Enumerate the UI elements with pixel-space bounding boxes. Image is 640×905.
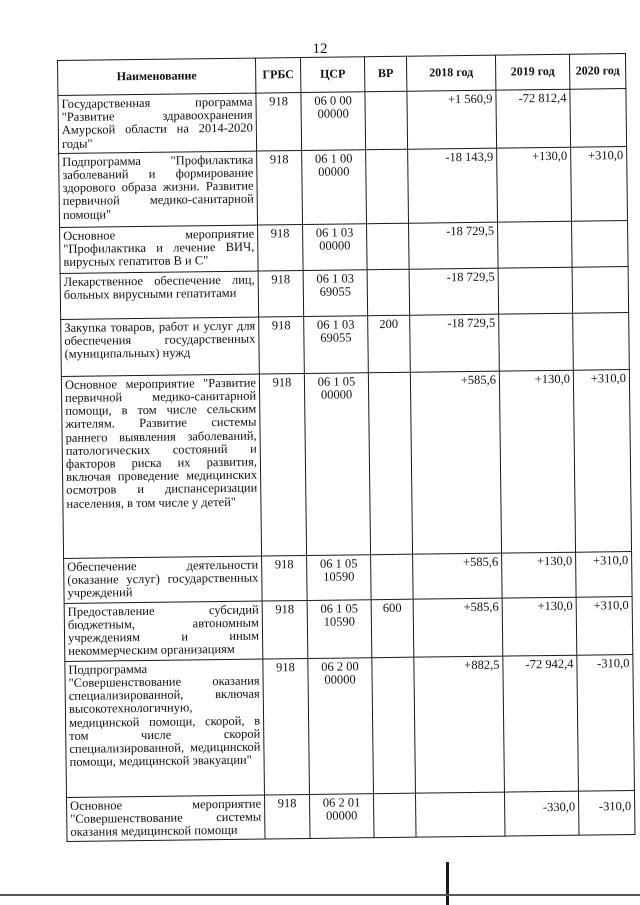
row-2019: -330,0	[504, 791, 579, 837]
row-2018: +585,6	[413, 553, 503, 599]
row-grbs: 918	[262, 555, 308, 601]
row-vr	[367, 269, 410, 316]
row-2018: +1 560,9	[407, 90, 497, 149]
table-row	[59, 146, 628, 227]
row-2020: +310,0	[576, 551, 633, 597]
row-csr: 06 1 03 69055	[304, 316, 369, 374]
row-2020: +310,0	[571, 146, 628, 221]
row-2018: -18 729,5	[410, 314, 500, 372]
budget-table	[57, 53, 636, 842]
row-grbs: 918	[258, 270, 304, 317]
row-name: Подпрограмма "Профилактика заболеваний и формирование здорового образа жизни. Развитие первичной медико-санитарной помощи"	[59, 151, 258, 227]
row-2018: +585,6	[413, 598, 503, 657]
row-vr	[368, 372, 412, 554]
header-csr: ЦСР	[300, 57, 364, 93]
scan-mark	[446, 862, 449, 905]
row-grbs: 918	[262, 600, 308, 659]
table-row	[60, 220, 629, 273]
page-number: 12	[312, 41, 328, 57]
row-name: Предоставление субсидий бюджетным, автономным учреждениям и иным некоммерческим организациям	[64, 601, 263, 661]
header-2020: 2020 год	[569, 54, 625, 90]
header-grbs: ГРБС	[255, 58, 300, 94]
row-2018: -18 729,5	[409, 222, 499, 269]
row-2019	[498, 221, 573, 268]
row-name: Государственная программа "Развитие здравоохранения Амурской области на 2014-2020 годы"	[58, 93, 257, 153]
row-vr	[373, 793, 416, 838]
row-2020: -310,0	[577, 654, 635, 791]
row-name: Обеспечение деятельности (оказание услуг) государственных учреждений	[64, 556, 263, 603]
header-2018: 2018 год	[406, 55, 495, 91]
row-2020	[573, 312, 630, 370]
row-csr: 06 1 05 10590	[307, 555, 372, 601]
header-vr: ВР	[364, 56, 406, 92]
row-2019: +130,0	[497, 147, 572, 222]
row-vr: 600	[371, 599, 414, 658]
row-2019: -72 812,4	[496, 89, 571, 148]
row-vr: 200	[368, 315, 411, 373]
table-row	[61, 312, 630, 376]
row-2018: -18 729,5	[409, 268, 499, 315]
table-row	[64, 551, 633, 603]
table-row	[65, 654, 635, 797]
row-csr: 06 0 00 00000	[301, 92, 366, 151]
row-name: Основное мероприятие "Профилактика и лечение ВИЧ, вирусных гепатитов В и С"	[60, 225, 259, 273]
row-name: Закупка товаров, работ и услуг для обеспечения государственных (муниципальных) нужд	[61, 317, 260, 376]
table-row	[58, 89, 627, 154]
row-name: Лекарственное обеспечение лиц, больных вирусными гепатитами	[60, 271, 259, 319]
row-2020	[570, 89, 627, 147]
row-2019: -72 942,4	[503, 655, 579, 792]
row-grbs: 918	[256, 93, 302, 151]
row-grbs: 918	[259, 373, 306, 556]
scan-edge-line	[0, 894, 640, 896]
row-2019	[499, 313, 574, 371]
row-2020: -310,0	[578, 790, 635, 835]
row-vr	[372, 657, 416, 794]
row-2019: +130,0	[502, 597, 577, 656]
row-grbs: 918	[259, 316, 305, 374]
table-row	[61, 369, 631, 558]
row-name: Основное мероприятие "Развитие первичной медико-санитарной помощи, в том числе сельским жителям. Развитие системы раннего выявления заболеваний, патологических состояний и факторов риска их развития, включая проведение медицинских осмотров и диспансеризации населения, в том числе у детей"	[61, 374, 261, 558]
row-2019: +130,0	[499, 370, 575, 553]
row-vr	[371, 554, 414, 600]
header-2019: 2019 год	[495, 54, 569, 90]
row-2020	[572, 266, 629, 313]
row-2020	[572, 220, 629, 267]
row-csr: 06 1 03 69055	[303, 270, 368, 317]
row-2018: +585,6	[410, 371, 501, 554]
table-row	[60, 266, 629, 319]
row-2018	[415, 792, 505, 838]
row-2020: +310,0	[576, 596, 633, 655]
row-csr: 06 1 05 00000	[304, 373, 370, 556]
row-vr	[366, 149, 409, 224]
row-2018: +882,5	[414, 656, 505, 793]
row-csr: 06 1 00 00000	[302, 150, 367, 225]
table-row	[64, 596, 633, 661]
row-grbs: 918	[263, 658, 310, 795]
row-grbs: 918	[257, 150, 303, 225]
row-vr	[367, 223, 410, 270]
row-name: Основное мероприятие "Совершенствование системы оказания медицинской помощи	[67, 795, 266, 842]
row-csr: 06 2 00 00000	[308, 658, 374, 795]
row-2018: -18 143,9	[408, 148, 498, 223]
row-2019: +130,0	[502, 552, 577, 598]
row-name: Подпрограмма "Совершенствование оказания специализированной, включая высокотехнологичную, медицинской помощи, скорой, в том числе скорой специализированной, медицинской помощи, медицинской эвакуации"	[65, 659, 265, 797]
row-2020: +310,0	[573, 369, 631, 552]
table-row	[67, 790, 636, 842]
row-grbs: 918	[258, 224, 304, 271]
row-grbs: 918	[264, 794, 310, 839]
row-csr: 06 2 01 00000	[309, 794, 374, 839]
row-csr: 06 1 05 10590	[307, 600, 372, 659]
header-name: Наименование	[58, 58, 256, 95]
row-csr: 06 1 03 00000	[303, 224, 368, 271]
row-vr	[365, 91, 408, 149]
row-2019	[498, 267, 573, 314]
